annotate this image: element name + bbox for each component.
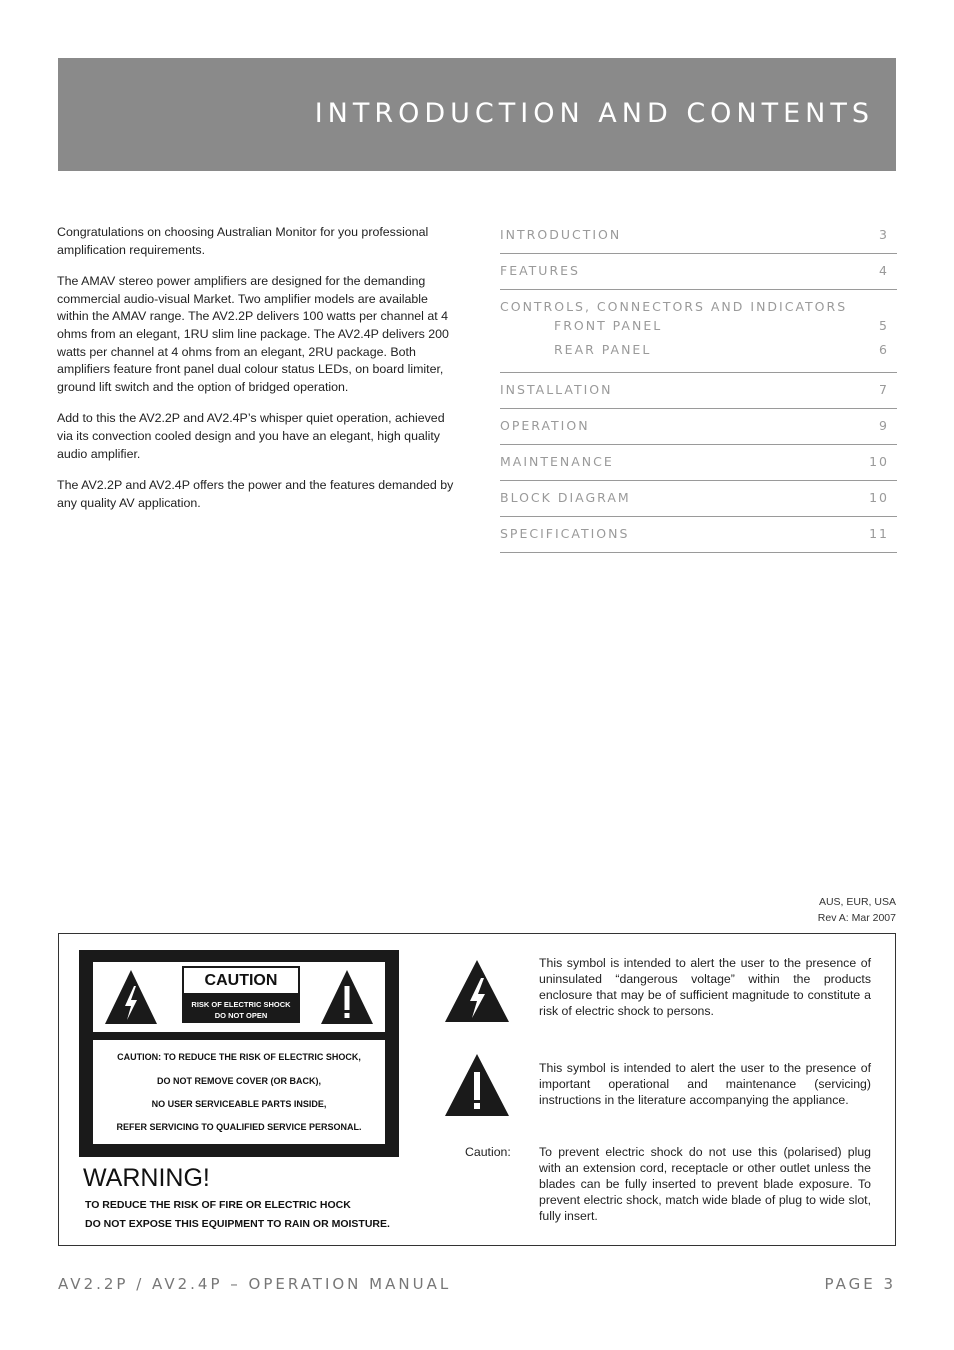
- exclamation-triangle-icon: [319, 968, 375, 1026]
- toc-label: INTRODUCTION: [500, 227, 622, 242]
- revision-note: [818, 894, 896, 926]
- warning-line: DO NOT EXPOSE THIS EQUIPMENT TO RAIN OR MOISTURE.: [85, 1218, 390, 1230]
- toc-label: OPERATION: [500, 418, 590, 433]
- toc-label: BLOCK DIAGRAM: [500, 490, 631, 505]
- caution-instructions: [93, 1040, 385, 1144]
- revision-date: Rev A: Mar 2007: [817, 912, 896, 924]
- toc-subitem-rear-panel[interactable]: [500, 342, 897, 366]
- intro-text: [57, 224, 455, 526]
- toc-item-maintenance[interactable]: [500, 445, 897, 481]
- toc-label: REAR PANEL: [554, 342, 652, 357]
- table-of-contents: [500, 218, 897, 553]
- caution-line: DO NOT REMOVE COVER (OR BACK),: [156, 1076, 321, 1086]
- caution-line: CAUTION: TO REDUCE THE RISK OF ELECTRIC SHOCK,: [117, 1052, 361, 1062]
- warning-title: WARNING!: [83, 1164, 210, 1192]
- intro-paragraph: Congratulations on choosing Australian Monitor for you professional amplification requirements.: [57, 225, 429, 257]
- voltage-symbol-description: This symbol is intended to alert the user to the presence of uninsulated “dangerous voltage” within the products enclosure that may be of sufficient magnitude to constitute a risk of electric shock to persons.: [539, 956, 871, 1018]
- toc-subitem-front-panel[interactable]: [500, 318, 897, 342]
- plug-caution-text: To prevent electric shock do not use this (polarised) plug with an extension cord, receptacle or other outlet unless the blades can be fully inserted to prevent blade exposure. To prevent electric shock, match wide blade of plug to wide slot, fully insert.: [539, 1145, 871, 1223]
- toc-item-operation[interactable]: [500, 409, 897, 445]
- intro-paragraph: The AMAV stereo power amplifiers are designed for the demanding commercial audio-visual Market. Two amplifier models are available within the AMAV range. The AV2.2P delivers 100 watts per channel at 4 ohms from an elegant, 1RU slim line package. The AV2.4P delivers 200 watts per channel at 4 ohms from an elegant, 2RU package. Both amplifiers feature front panel dual colour status LEDs, on board limiter, ground lift switch and the option of bridged operation.: [57, 274, 449, 394]
- toc-page: 5: [879, 318, 889, 333]
- toc-page: 7: [879, 382, 889, 397]
- toc-item-installation[interactable]: [500, 373, 897, 409]
- caution-line: REFER SERVICING TO QUALIFIED SERVICE PERSONAL.: [116, 1122, 362, 1132]
- toc-page: 10: [869, 490, 889, 505]
- header-band: [58, 58, 896, 171]
- toc-page: 11: [869, 526, 889, 541]
- toc-label: FRONT PANEL: [554, 318, 663, 333]
- toc-label: FEATURES: [500, 263, 580, 278]
- caution-label-panel: [79, 950, 399, 1157]
- toc-label: CONTROLS, CONNECTORS AND INDICATORS: [500, 299, 848, 314]
- toc-label: INSTALLATION: [500, 382, 613, 397]
- attention-symbol-description: This symbol is intended to alert the user to the presence of important operational and maintenance (servicing) instructions in the literature accompanying the appliance.: [539, 1061, 871, 1107]
- lightning-triangle-icon: [443, 958, 511, 1024]
- footer-manual-title: AV2.2P / AV2.4P – OPERATION MANUAL: [58, 1275, 452, 1293]
- caution-line: NO USER SERVICEABLE PARTS INSIDE,: [151, 1099, 327, 1109]
- toc-label: SPECIFICATIONS: [500, 526, 630, 541]
- caution-badge: [181, 965, 301, 1024]
- footer-page-number: PAGE 3: [824, 1275, 896, 1293]
- toc-item-block-diagram[interactable]: [500, 481, 897, 517]
- toc-item-features[interactable]: [500, 254, 897, 290]
- caution-label: Caution:: [465, 1145, 511, 1159]
- intro-paragraph: Add to this the AV2.2P and AV2.4P’s whisper quiet operation, achieved via its convection cooled design and you have an elegant, high quality audio amplifier.: [57, 411, 445, 461]
- toc-item-introduction[interactable]: [500, 218, 897, 254]
- revision-regions: AUS, EUR, USA: [818, 896, 896, 908]
- lightning-triangle-icon: [103, 968, 159, 1026]
- toc-page: 10: [869, 454, 889, 469]
- page-title: INTRODUCTION AND CONTENTS: [314, 98, 874, 129]
- toc-label: MAINTENANCE: [500, 454, 614, 469]
- caution-symbols-row: [93, 962, 385, 1032]
- caution-badge-line: RISK OF ELECTRIC SHOCK: [191, 1000, 291, 1009]
- safety-notice: [58, 933, 896, 1246]
- toc-page: 3: [879, 227, 889, 242]
- toc-page: 6: [879, 342, 889, 357]
- toc-page: 4: [879, 263, 889, 278]
- caution-badge-title: CAUTION: [184, 968, 298, 993]
- caution-badge-line: DO NOT OPEN: [214, 1011, 268, 1020]
- toc-item-controls[interactable]: [500, 290, 897, 373]
- toc-page: 9: [879, 418, 889, 433]
- exclamation-triangle-icon: [443, 1052, 511, 1118]
- warning-line: TO REDUCE THE RISK OF FIRE OR ELECTRIC HOCK: [85, 1199, 351, 1211]
- intro-paragraph: The AV2.2P and AV2.4P offers the power and the features demanded by any quality AV application.: [57, 478, 454, 510]
- toc-item-specifications[interactable]: [500, 517, 897, 553]
- caution-badge-subtitle: [182, 999, 300, 1021]
